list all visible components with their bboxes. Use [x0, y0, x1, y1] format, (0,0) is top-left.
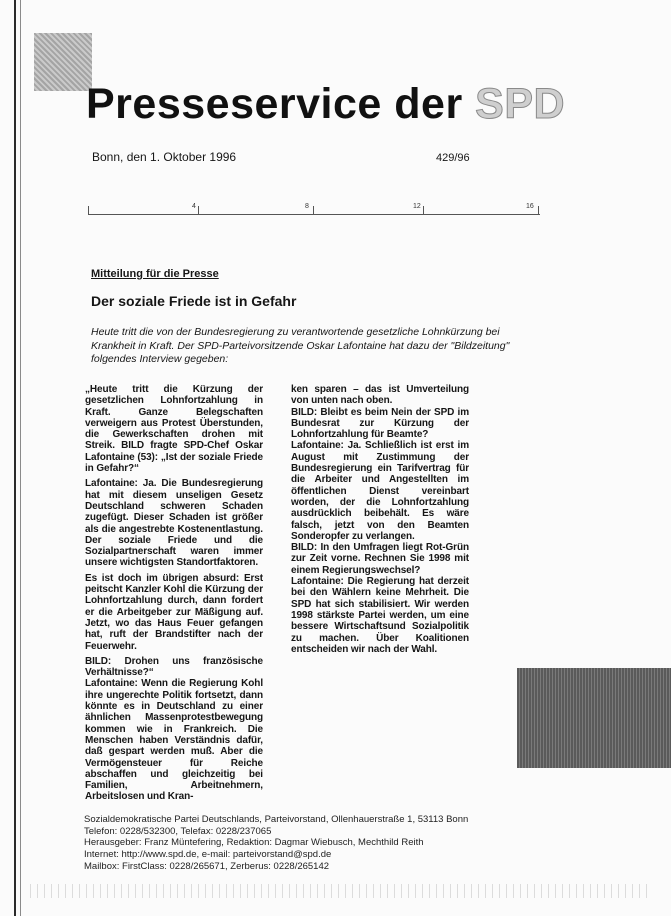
- ruler-tick: [313, 206, 314, 214]
- headline: Der soziale Friede ist in Gefahr: [91, 293, 297, 309]
- paragraph: „Heute tritt die Kürzung der gesetzlichen Lohnfortzahlung in Kraft. Ganze Belegschaften verweigern aus Protest Überstunden, die Gewerkschaften drohen mit Streik. BILD fragte SPD-Chef Oskar Lafontaine (53): „Ist der soziale Friede in Gefahr?“: [85, 384, 263, 475]
- scan-artifact-strip: [30, 884, 650, 898]
- ruler-tick: [423, 206, 424, 214]
- scan-artifact-patch: [34, 33, 92, 91]
- ruler-tick: [88, 206, 89, 214]
- paragraph: Lafontaine: Ja. Die Bundesregierung hat mit diesem unseligen Gesetz Deutschland schweren Schaden zugefügt. Dieser Schaden ist größer als die angestrebte Kostenentlastung. Der soziale Friede und die Sozialpartnerschaft waren immer unsere wichtigsten Standortfaktoren.: [85, 478, 263, 569]
- scan-artifact-block: [517, 668, 671, 768]
- paragraph: Lafontaine: Ja. Schließlich ist erst im August mit Zustimmung der Bundesregierung ein Tarifvertrag für die Arbeiter und Angestellten im öffentlichen Dienst vereinbart worden, der die Lohnfortzahlung ausdrücklich beibehält. Es wäre falsch, jetzt von den Beamten Sonderopfer zu verlangen.: [291, 440, 469, 542]
- ruler-mark: 16: [526, 203, 534, 210]
- footer-imprint: [84, 814, 468, 873]
- paragraph: BILD: Drohen uns französische Verhältnisse?“: [85, 655, 263, 679]
- footer-line: Herausgeber: Franz Müntefering, Redaktion: Dagmar Wiebusch, Mechthild Reith: [84, 837, 424, 849]
- ruler-mark: 12: [413, 203, 421, 210]
- typewriter-ruler: [88, 204, 540, 215]
- article-column-right: [291, 384, 469, 655]
- paragraph: Lafontaine: Wenn die Regierung Kohl ihre ungerechte Politik fortsetzt, dann könnte es in Deutschland zu einer ähnlichen Massenprotestbewegung kommen wie in Frankreich. Die Menschen haben Verständnis dafür, daß gespart werden muß. Aber die Vermögensteuer für Reiche abschaffen und gleichzeitig bei Familien, Arbeitnehmern, Arbeitslosen und Kran-: [85, 678, 263, 803]
- paragraph: Lafontaine: Die Regierung hat derzeit bei den Wählern keine Mehrheit. Die SPD hat sich stabilisiert. Wir werden 1998 stärkste Partei werden, um eine bessere Wirtschaftsund Sozialpolitik zu machen. Über Koalitionen entscheiden wir nach der Wahl.: [291, 576, 469, 655]
- footer-line: Internet: http://www.spd.de, e-mail: parteivorstand@spd.de: [84, 849, 332, 861]
- ruler-mark: 8: [305, 203, 309, 210]
- paragraph: BILD: Bleibt es beim Nein der SPD im Bundesrat zur Kürzung der Lohnfortzahlung für Beamte?: [291, 406, 469, 441]
- masthead: [86, 80, 565, 129]
- intro-paragraph: Heute tritt die von der Bundesregierung zu verantwortende gesetzliche Lohnkürzung bei Krankheit in Kraft. Der SPD-Parteivorsitzende Oskar Lafontaine hat dazu der "Bildzeitung" folgendes Interview gegeben:: [91, 326, 510, 365]
- paragraph: ken sparen – das ist Umverteilung von unten nach oben.: [291, 384, 469, 407]
- spd-logo-text: SPD: [475, 80, 566, 128]
- scan-page-edge: [14, 0, 16, 916]
- paragraph: BILD: In den Umfragen liegt Rot-Grün zur Zeit vorne. Rechnen Sie 1998 mit einem Regierungswechsel?: [291, 542, 469, 576]
- scan-page-edge-shadow: [20, 0, 21, 916]
- footer-line: Mailbox: FirstClass: 0228/265671, Zerberus: 0228/265142: [84, 860, 330, 872]
- footer-line: Sozialdemokratische Partei Deutschlands, Parteivorstand, Ollenhauerstraße 1, 53113 Bonn: [84, 814, 469, 825]
- document-number: 429/96: [436, 152, 470, 164]
- ruler-mark: 4: [192, 203, 196, 210]
- rubric-label: Mitteilung für die Presse: [91, 268, 219, 280]
- footer-line: Telefon: 0228/532300, Telefax: 0228/237065: [84, 825, 272, 837]
- article-column-left: [85, 384, 263, 803]
- masthead-text: Presseservice der: [86, 80, 463, 128]
- ruler-tick: [198, 206, 199, 214]
- paragraph: Es ist doch im übrigen absurd: Erst peitscht Kanzler Kohl die Kürzung der Lohnfortzahlung durch, dann fordert er die Arbeitgeber zur Mäßigung auf. Jetzt, wo das Haus Feuer gefangen hat, ruft der Brandstifter nach der Feuerwehr.: [85, 572, 263, 652]
- dateline: Bonn, den 1. Oktober 1996: [92, 150, 237, 164]
- ruler-tick: [538, 206, 539, 214]
